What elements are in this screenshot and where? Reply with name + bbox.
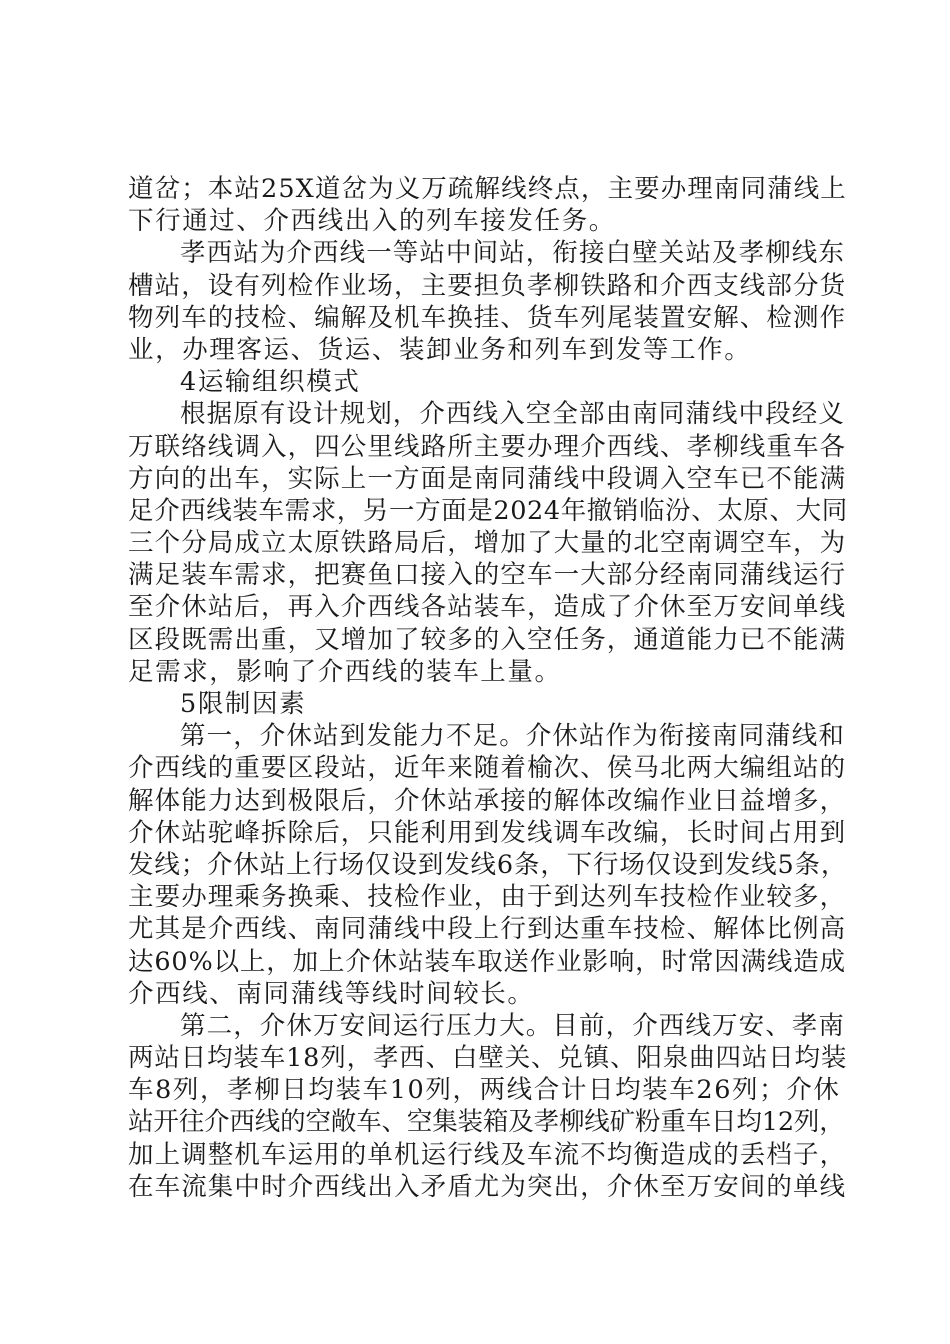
text-line: 两站日均装车18列，孝西、白壁关、兑镇、阳泉曲四站日均装 <box>128 1043 848 1074</box>
text-line: 足需求，影响了介西线的装车上量。 <box>128 656 562 687</box>
text-line: 道岔；本站25X道岔为义万疏解线终点，主要办理南同蒲线上 <box>128 174 847 204</box>
text-line: 解体能力达到极限后，介休站承接的解体改编作业日益增多， <box>128 785 847 816</box>
text-line: 在车流集中时介西线出入矛盾尤为突出，介休至万安间的单线 <box>128 1171 847 1202</box>
text-line: 加上调整机车运用的单机运行线及车流不均衡造成的丢档子， <box>128 1139 847 1170</box>
text-line: 主要办理乘务换乘、技检作业，由于到达列车技检作业较多， <box>128 882 847 913</box>
text-line: 至介休站后，再入介西线各站装车，造成了介休至万安间单线 <box>128 592 847 623</box>
text-line: 5限制因素 <box>180 689 307 719</box>
text-line: 万联络线调入，四公里线路所主要办理介西线、孝柳线重车各 <box>128 431 847 462</box>
text-line: 业，办理客运、货运、装卸业务和列车到发等工作。 <box>128 334 752 365</box>
text-line: 站开往介西线的空敞车、空集装箱及孝柳线矿粉重车日均12列， <box>128 1107 845 1138</box>
text-line: 发线；介休站上行场仅设到发线6条，下行场仅设到发线5条， <box>128 849 848 880</box>
text-line: 达60%以上，加上介休站装车取送作业影响，时常因满线造成 <box>128 946 846 977</box>
text-line: 介西线的重要区段站，近年来随着榆次、侯马北两大编组站的 <box>128 753 847 784</box>
text-line: 物列车的技检、编解及机车换挂、货车列尾装置安解、检测作 <box>128 302 847 333</box>
text-line: 第一，介休站到发能力不足。介休站作为衔接南同蒲线和 <box>180 721 846 752</box>
text-line: 车8列，孝柳日均装车10列，两线合计日均装车26列；介休 <box>128 1075 841 1106</box>
text-line: 尤其是介西线、南同蒲线中段上行到达重车技检、解体比例高 <box>128 914 847 945</box>
text-line: 槽站，设有列检作业场，主要担负孝柳铁路和介西支线部分货 <box>128 270 847 301</box>
text-line: 孝西站为介西线一等站中间站，衔接白壁关站及孝柳线东 <box>180 238 846 269</box>
text-line: 介西线、南同蒲线等线时间较长。 <box>128 978 535 1009</box>
text-line: 足介西线装车需求，另一方面是2024年撤销临汾、太原、大同 <box>128 495 848 526</box>
text-line: 介休站驼峰拆除后，只能利用到发线调车改编，长时间占用到 <box>128 817 847 848</box>
text-line: 三个分局成立太原铁路局后，增加了大量的北空南调空车，为 <box>128 528 847 559</box>
text-line: 满足装车需求，把赛鱼口接入的空车一大部分经南同蒲线运行 <box>128 560 847 591</box>
text-line: 区段既需出重，又增加了较多的入空任务，通道能力已不能满 <box>128 624 847 655</box>
text-line: 下行通过、介西线出入的列车接发任务。 <box>128 206 616 237</box>
text-line: 方向的出车，实际上一方面是南同蒲线中段调入空车已不能满 <box>128 463 847 494</box>
text-line: 第二，介休万安间运行压力大。目前，介西线万安、孝南 <box>180 1010 846 1041</box>
text-line: 根据原有设计规划，介西线入空全部由南同蒲线中段经义 <box>180 399 846 430</box>
body-text <box>128 173 848 1203</box>
text-line: 4运输组织模式 <box>180 367 361 398</box>
